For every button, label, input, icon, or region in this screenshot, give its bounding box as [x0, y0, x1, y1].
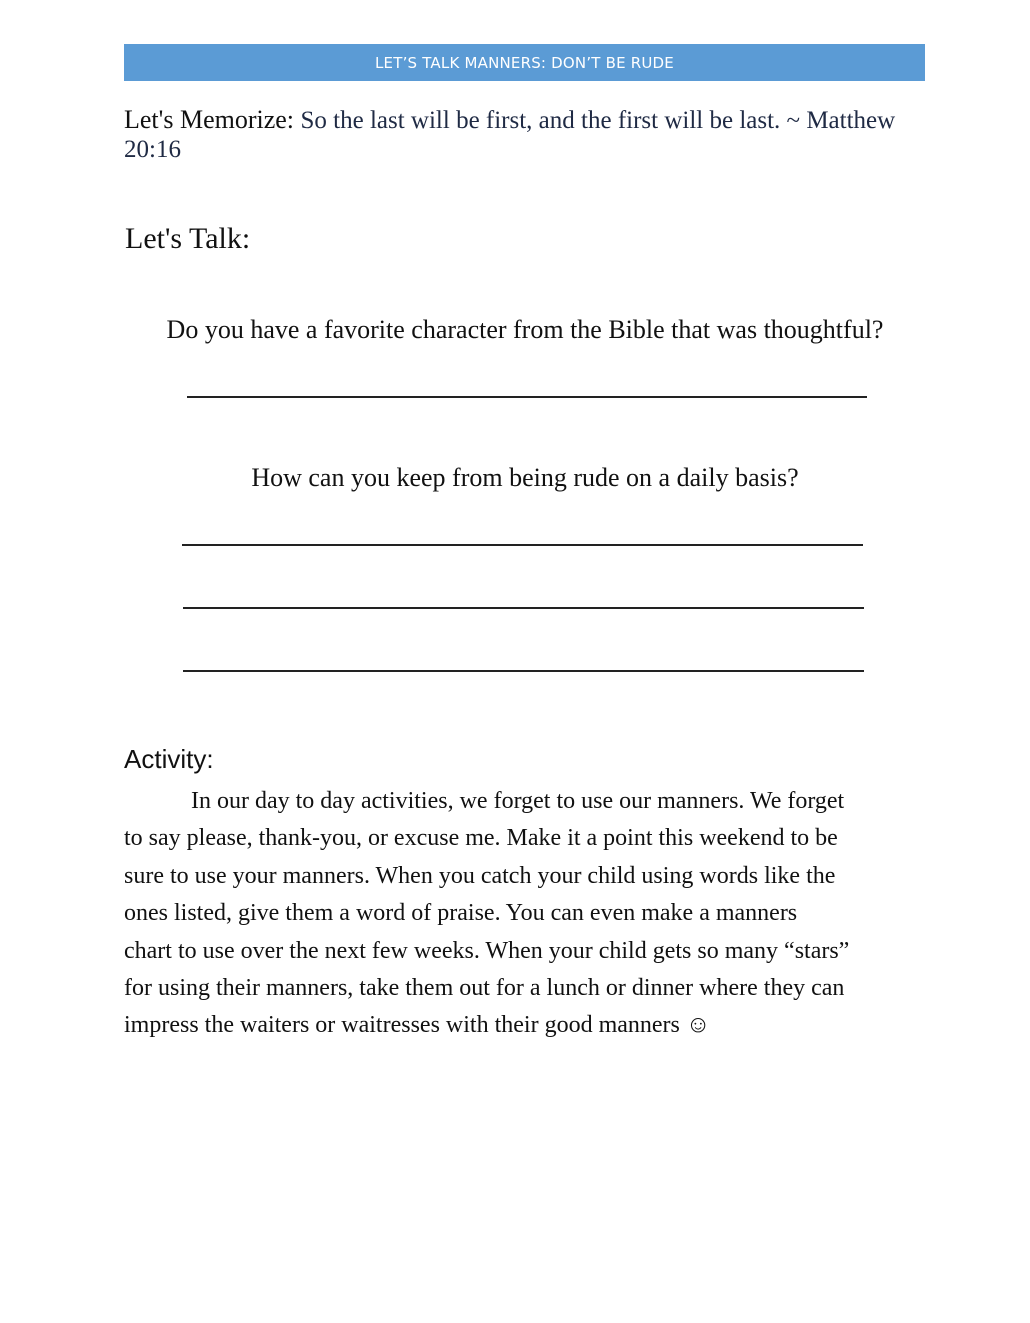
activity-line: ones listed, give them a word of praise. You can even make a manners — [124, 900, 798, 927]
answer-line-1[interactable] — [187, 396, 867, 398]
answer-line-2[interactable] — [182, 544, 863, 546]
activity-line: chart to use over the next few weeks. When your child gets so many “stars” — [124, 937, 850, 964]
question-1: Do you have a favorite character from the Bible that was thoughtful? — [166, 315, 884, 344]
activity-heading: Activity: — [124, 744, 214, 774]
activity-line: impress the waiters or waitresses with their good manners ☺ — [124, 1012, 711, 1039]
answer-line-4[interactable] — [183, 670, 864, 672]
memory-verse — [124, 106, 930, 164]
activity-line: for using their manners, take them out for a lunch or dinner where they can — [124, 975, 845, 1002]
question-2: How can you keep from being rude on a daily basis? — [251, 463, 799, 492]
header-banner: LET’S TALK MANNERS: DON’T BE RUDE — [124, 44, 925, 81]
memorize-label: Let's Memorize: — [124, 105, 295, 134]
activity-line: sure to use your manners. When you catch your child using words like the — [124, 862, 836, 889]
verse-text: So the last will be first, and the first will be last. ~ Matthew 20:16 — [124, 107, 896, 163]
activity-line: In our day to day activities, we forget to use our manners. We forget — [191, 788, 845, 814]
answer-line-3[interactable] — [183, 607, 864, 609]
activity-line: to say please, thank-you, or excuse me. Make it a point this weekend to be — [124, 825, 838, 852]
talk-heading: Let's Talk: — [125, 222, 251, 255]
activity-paragraph — [124, 783, 934, 1045]
